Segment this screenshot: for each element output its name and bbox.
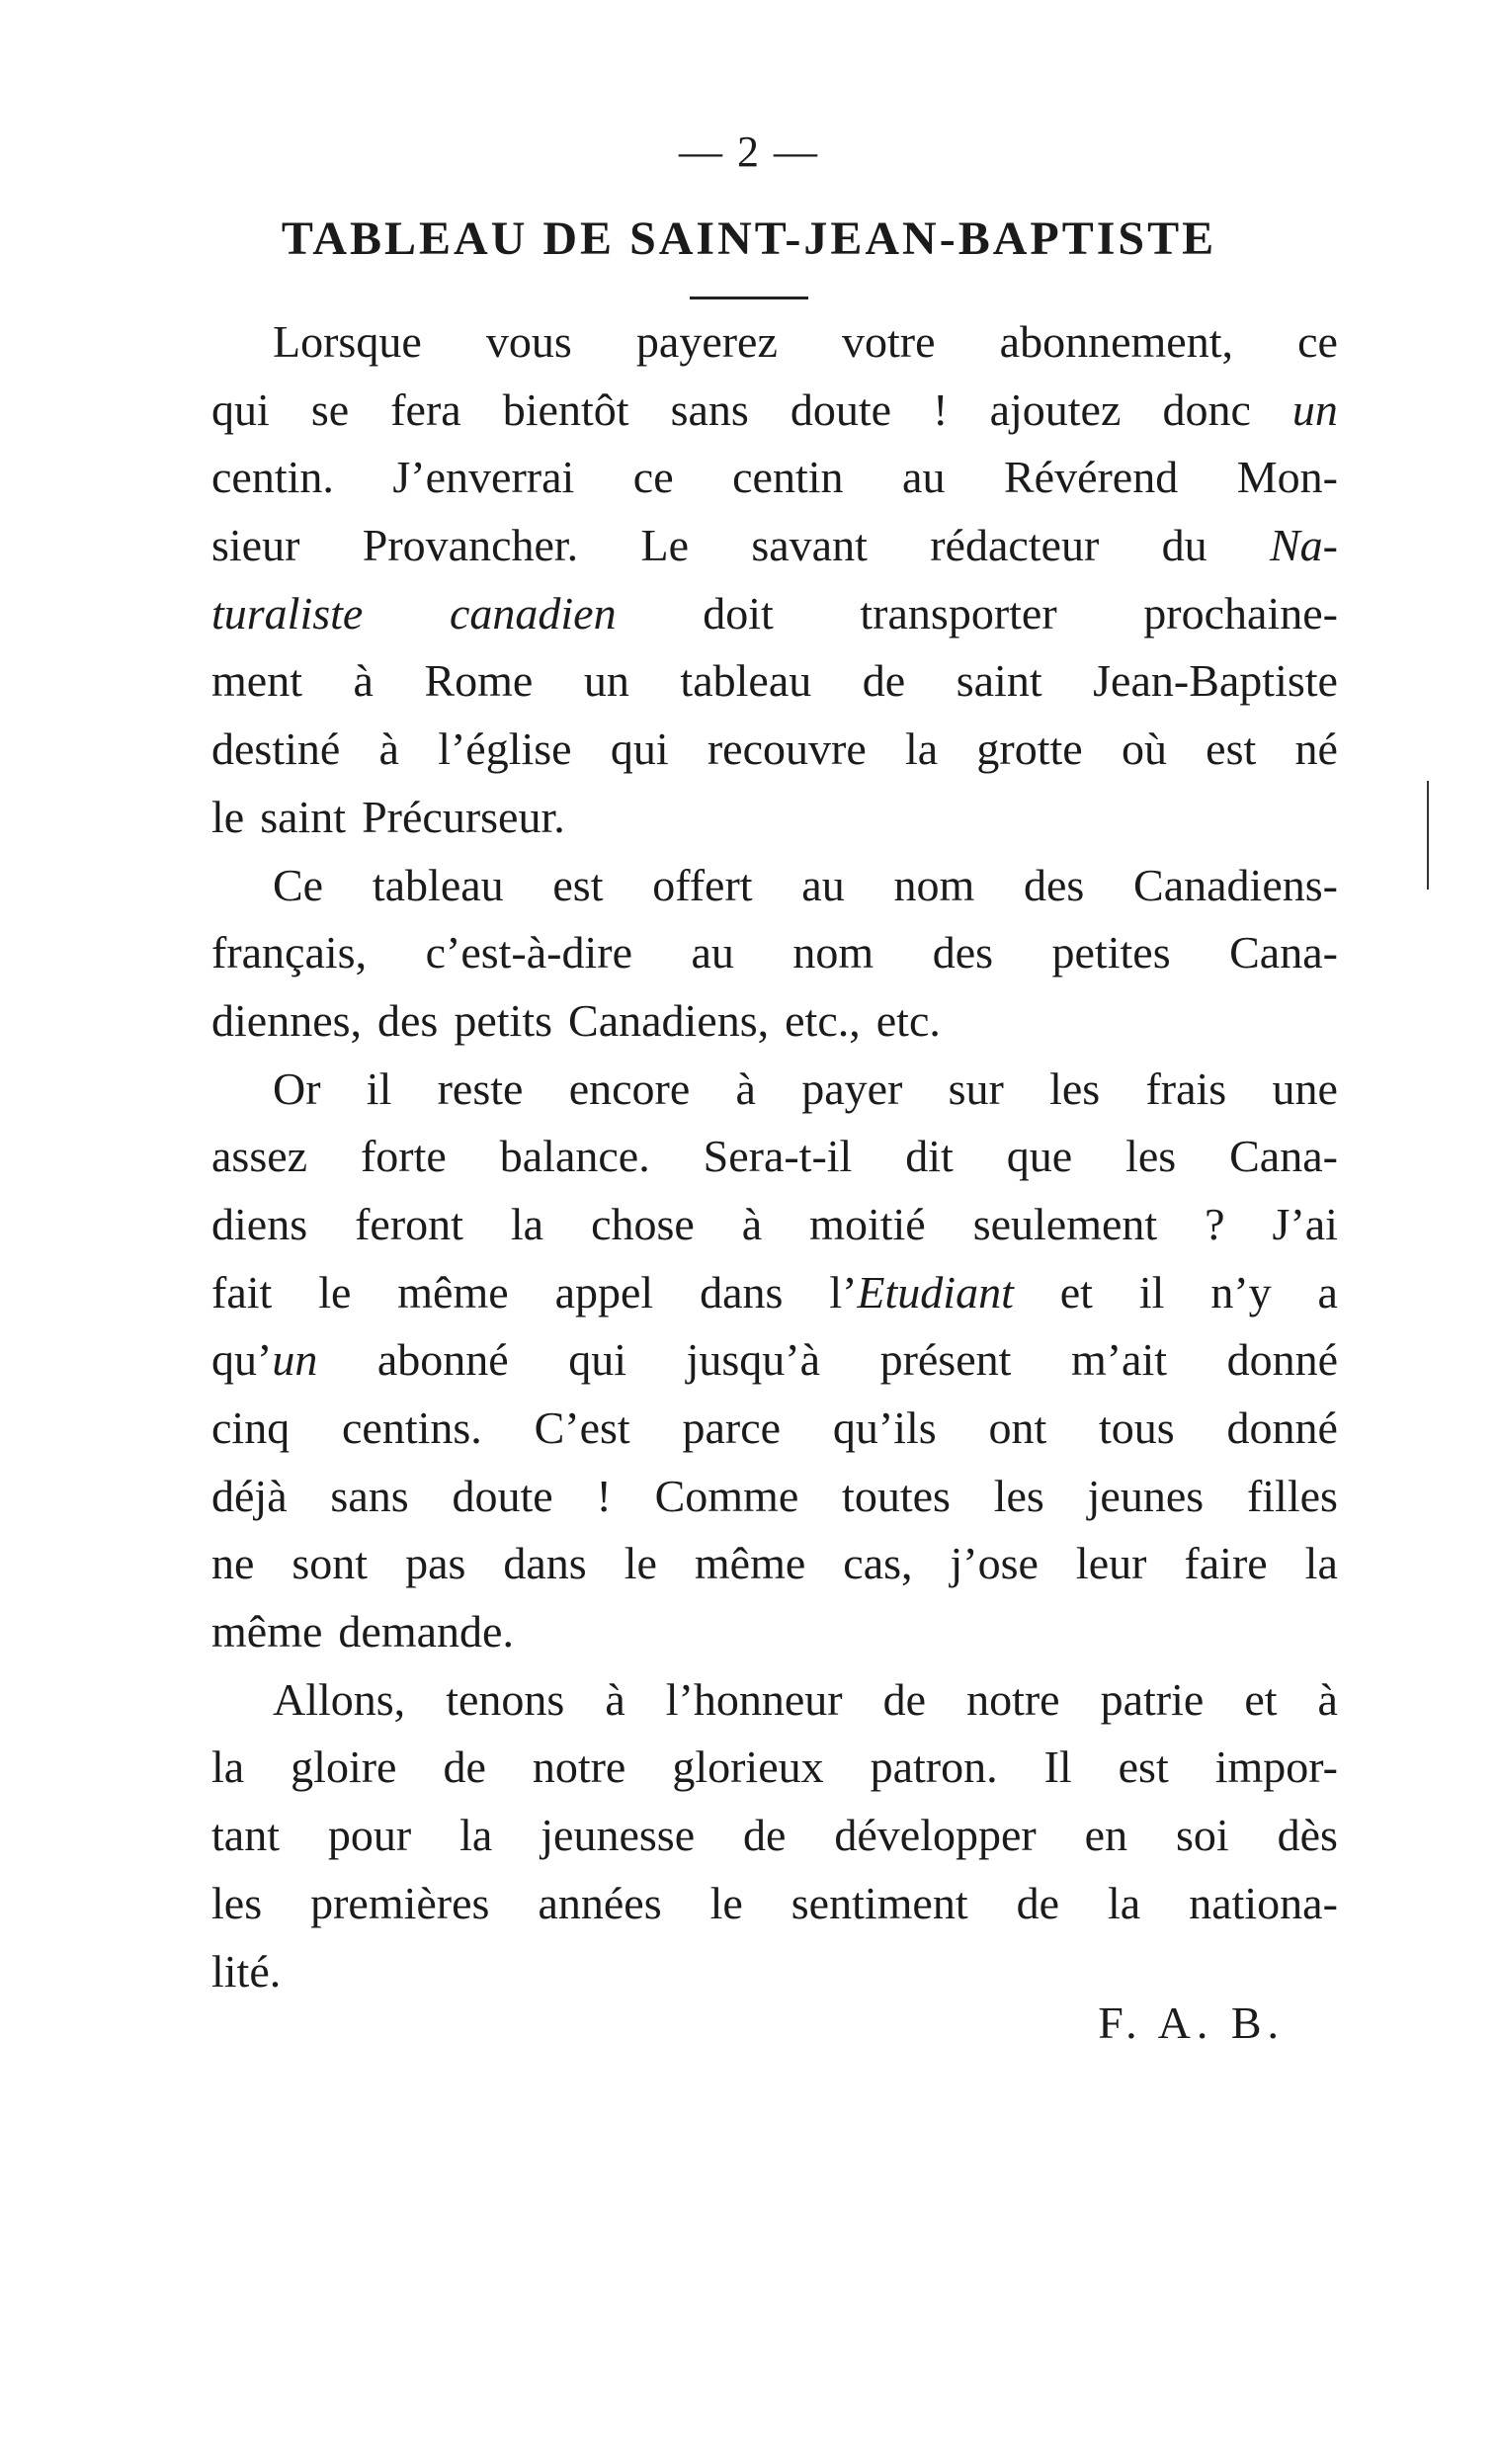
word: prochaine- <box>1143 587 1338 638</box>
word: doit <box>703 587 774 638</box>
word: centins. <box>342 1402 482 1453</box>
word: filles <box>1246 1470 1338 1521</box>
word: que <box>1006 1131 1073 1182</box>
word: recouvre <box>707 723 867 775</box>
title-divider <box>690 297 808 299</box>
word: Il <box>1043 1742 1072 1793</box>
word: centin <box>732 452 844 503</box>
word: J’enverrai <box>392 452 575 503</box>
word: sans <box>670 383 749 435</box>
word: savant <box>751 520 868 571</box>
word: premières <box>310 1877 490 1928</box>
word: forte <box>360 1131 447 1182</box>
word: offert <box>652 859 753 910</box>
text-line <box>211 716 1338 784</box>
word: tableau <box>372 859 504 910</box>
page-number: — 2 — <box>679 127 819 176</box>
text-line <box>211 1463 1338 1531</box>
word: français, <box>211 927 368 978</box>
word: payerez <box>635 316 778 367</box>
word: Canadiens- <box>1133 859 1338 910</box>
word: des <box>377 994 439 1046</box>
word: du <box>1161 520 1207 571</box>
word: donné <box>1226 1402 1338 1453</box>
article-body <box>211 308 1338 2005</box>
word: nationa- <box>1189 1877 1338 1928</box>
word: Lorsque <box>273 316 422 367</box>
word: même <box>211 1606 323 1657</box>
word: la <box>904 723 939 775</box>
word: chose <box>591 1198 695 1249</box>
word: C’est <box>534 1402 630 1453</box>
word: de <box>862 655 906 707</box>
word: Cana- <box>1229 1131 1338 1182</box>
text-line <box>211 308 1338 377</box>
word: Canadiens, <box>568 994 770 1046</box>
word: doute <box>790 383 892 435</box>
word: développer <box>834 1810 1037 1861</box>
word: jusqu’à <box>686 1334 821 1386</box>
word: diens <box>211 1198 308 1249</box>
word: pour <box>327 1810 412 1861</box>
word: ! <box>933 383 949 435</box>
word: cas, <box>843 1538 913 1589</box>
word: seulement <box>972 1198 1158 1249</box>
word: qui <box>610 723 669 775</box>
word: un <box>583 655 629 707</box>
word: soi <box>1176 1810 1229 1861</box>
word: ce <box>632 452 674 503</box>
word: tenons <box>446 1673 565 1725</box>
word: qui <box>568 1334 627 1386</box>
text-line <box>211 1870 1338 1938</box>
word: m’ait <box>1070 1334 1168 1386</box>
word: patron. <box>870 1742 998 1793</box>
word: qu’un <box>211 1334 318 1386</box>
word: au <box>801 859 845 910</box>
word: Allons, <box>273 1673 406 1725</box>
word: et <box>1059 1266 1093 1317</box>
word: ne <box>211 1538 255 1589</box>
word: votre <box>842 316 936 367</box>
word: demande. <box>338 1606 514 1657</box>
word: il <box>1138 1266 1165 1317</box>
word: de <box>443 1742 486 1793</box>
word: les <box>1125 1131 1177 1182</box>
text-line <box>211 1938 1338 2006</box>
word: Mon- <box>1236 452 1338 503</box>
word: le <box>211 791 245 842</box>
text-line <box>211 987 1338 1056</box>
word: sur <box>948 1062 1004 1114</box>
word: il <box>366 1062 392 1114</box>
word: abonnement, <box>999 316 1233 367</box>
word: nom <box>893 859 975 910</box>
word: Na- <box>1269 520 1338 571</box>
text-line <box>211 1123 1338 1191</box>
word: fera <box>390 383 461 435</box>
word: impor- <box>1214 1742 1338 1793</box>
word: ajoutez <box>989 383 1122 435</box>
word: destiné <box>211 723 341 775</box>
word: Or <box>273 1062 321 1114</box>
word: notre <box>532 1742 626 1793</box>
word: Sera-t-il <box>703 1131 853 1182</box>
page-title: TABLEAU DE SAINT-JEAN-BAPTISTE <box>281 212 1217 265</box>
word: l’Etudiant <box>829 1266 1014 1317</box>
word: saint <box>260 791 347 842</box>
word: canadien <box>449 587 617 638</box>
word: tous <box>1099 1402 1175 1453</box>
word: même <box>694 1538 806 1589</box>
word: centin. <box>211 452 334 503</box>
word: Comme <box>654 1470 799 1521</box>
word: est <box>552 859 604 910</box>
word: dès <box>1277 1810 1338 1861</box>
text-line <box>211 919 1338 987</box>
word: faire <box>1184 1538 1268 1589</box>
word: les <box>993 1470 1044 1521</box>
word: lité. <box>211 1945 282 1997</box>
word: jeunes <box>1087 1470 1205 1521</box>
word: l’honneur <box>665 1673 843 1725</box>
word: la <box>1304 1538 1338 1589</box>
text-line <box>211 1191 1338 1259</box>
word: de <box>1016 1877 1060 1928</box>
word: Rome <box>424 655 534 707</box>
word: vous <box>485 316 572 367</box>
word: au <box>691 927 734 978</box>
word: la <box>510 1198 544 1249</box>
word: Cana- <box>1229 927 1338 978</box>
word: grotte <box>976 723 1083 775</box>
text-line <box>211 1395 1338 1463</box>
word: turaliste <box>211 587 364 638</box>
word: ? <box>1205 1198 1225 1249</box>
word: gloire <box>291 1742 397 1793</box>
margin-mark <box>1427 781 1429 890</box>
word: jeunesse <box>541 1810 696 1861</box>
word: frais <box>1145 1062 1227 1114</box>
word: etc. <box>875 994 941 1046</box>
word: des <box>932 927 994 978</box>
word: à <box>353 655 374 707</box>
word: dit <box>905 1131 954 1182</box>
word: ! <box>596 1470 612 1521</box>
word: Révérend <box>1003 452 1179 503</box>
text-line <box>211 512 1338 580</box>
word: les <box>211 1877 263 1928</box>
word: des <box>1023 859 1085 910</box>
word: pas <box>405 1538 466 1589</box>
word: fait <box>211 1266 273 1317</box>
word: abonné <box>376 1334 509 1386</box>
word: saint <box>956 655 1042 707</box>
word: cinq <box>211 1402 291 1453</box>
word: parce <box>682 1402 782 1453</box>
word: à <box>378 723 399 775</box>
text-line <box>211 647 1338 716</box>
word: tant <box>211 1810 280 1861</box>
word: donné <box>1226 1334 1338 1386</box>
word: n’y <box>1210 1266 1272 1317</box>
word: en <box>1084 1810 1128 1861</box>
word: de <box>882 1673 927 1725</box>
text-line <box>211 784 1338 852</box>
word: doute <box>452 1470 553 1521</box>
word: appel <box>554 1266 654 1317</box>
word: c’est-à-dire <box>425 927 632 978</box>
word: et <box>1244 1673 1278 1725</box>
word: tableau <box>680 655 812 707</box>
word: à <box>605 1673 625 1725</box>
signature: F. A. B. <box>1098 1997 1285 2048</box>
word: années <box>538 1877 662 1928</box>
word: est <box>1206 723 1257 775</box>
word: sont <box>291 1538 369 1589</box>
word: la <box>211 1742 245 1793</box>
word: glorieux <box>672 1742 824 1793</box>
word: payer <box>801 1062 903 1114</box>
word: assez <box>211 1131 308 1182</box>
word: un <box>1291 383 1338 435</box>
text-line <box>211 1802 1338 1870</box>
word: dans <box>503 1538 587 1589</box>
word: bientôt <box>502 383 629 435</box>
word: J’ai <box>1272 1198 1338 1249</box>
word: une <box>1272 1062 1338 1114</box>
text-line <box>211 1666 1338 1735</box>
word: feront <box>355 1198 463 1249</box>
word: présent <box>879 1334 1012 1386</box>
word: diennes, <box>211 994 363 1046</box>
word: toutes <box>842 1470 951 1521</box>
word: ment <box>211 655 302 707</box>
word: dans <box>700 1266 784 1317</box>
text-line <box>211 1326 1338 1395</box>
word: au <box>902 452 946 503</box>
word: le <box>318 1266 352 1317</box>
word: petites <box>1051 927 1171 978</box>
word: né <box>1294 723 1338 775</box>
word: à <box>741 1198 763 1249</box>
text-line <box>211 444 1338 512</box>
word: à <box>1317 1673 1338 1725</box>
text-line <box>211 1259 1338 1327</box>
word: de <box>743 1810 787 1861</box>
word: la <box>1108 1877 1141 1928</box>
text-line <box>211 1598 1338 1666</box>
word: balance. <box>499 1131 650 1182</box>
word: qui <box>211 383 270 435</box>
word: est <box>1118 1742 1169 1793</box>
text-line <box>211 1056 1338 1124</box>
text-line <box>211 1530 1338 1598</box>
word: leur <box>1075 1538 1147 1589</box>
text-line <box>211 580 1338 648</box>
word: l’église <box>438 723 572 775</box>
word: à <box>735 1062 756 1114</box>
word: ce <box>1297 316 1338 367</box>
word: Provancher. <box>362 520 579 571</box>
text-line <box>211 852 1338 920</box>
word: ont <box>988 1402 1047 1453</box>
word: sentiment <box>791 1877 968 1928</box>
word: j’ose <box>950 1538 1039 1589</box>
word: donc <box>1162 383 1251 435</box>
word: la <box>459 1810 493 1861</box>
word: les <box>1049 1062 1101 1114</box>
word: Ce <box>273 859 324 910</box>
text-line <box>211 377 1338 445</box>
word: se <box>310 383 350 435</box>
text-line <box>211 1734 1338 1802</box>
word: qu’ils <box>832 1402 937 1453</box>
word: notre <box>966 1673 1060 1725</box>
word: Précurseur. <box>362 791 565 842</box>
word: Le <box>640 520 690 571</box>
word: où <box>1121 723 1167 775</box>
word: Jean-Baptiste <box>1093 655 1338 707</box>
word: etc., <box>785 994 861 1046</box>
word: déjà <box>211 1470 288 1521</box>
word: nom <box>792 927 874 978</box>
word: petits <box>454 994 553 1046</box>
word: transporter <box>860 587 1057 638</box>
word: le <box>709 1877 743 1928</box>
word: sieur <box>211 520 300 571</box>
word: reste <box>437 1062 524 1114</box>
word: rédacteur <box>930 520 1100 571</box>
word: patrie <box>1100 1673 1205 1725</box>
word: sans <box>330 1470 409 1521</box>
word: moitié <box>809 1198 926 1249</box>
word: encore <box>568 1062 691 1114</box>
word: même <box>397 1266 509 1317</box>
word: le <box>624 1538 657 1589</box>
word: a <box>1317 1266 1338 1317</box>
